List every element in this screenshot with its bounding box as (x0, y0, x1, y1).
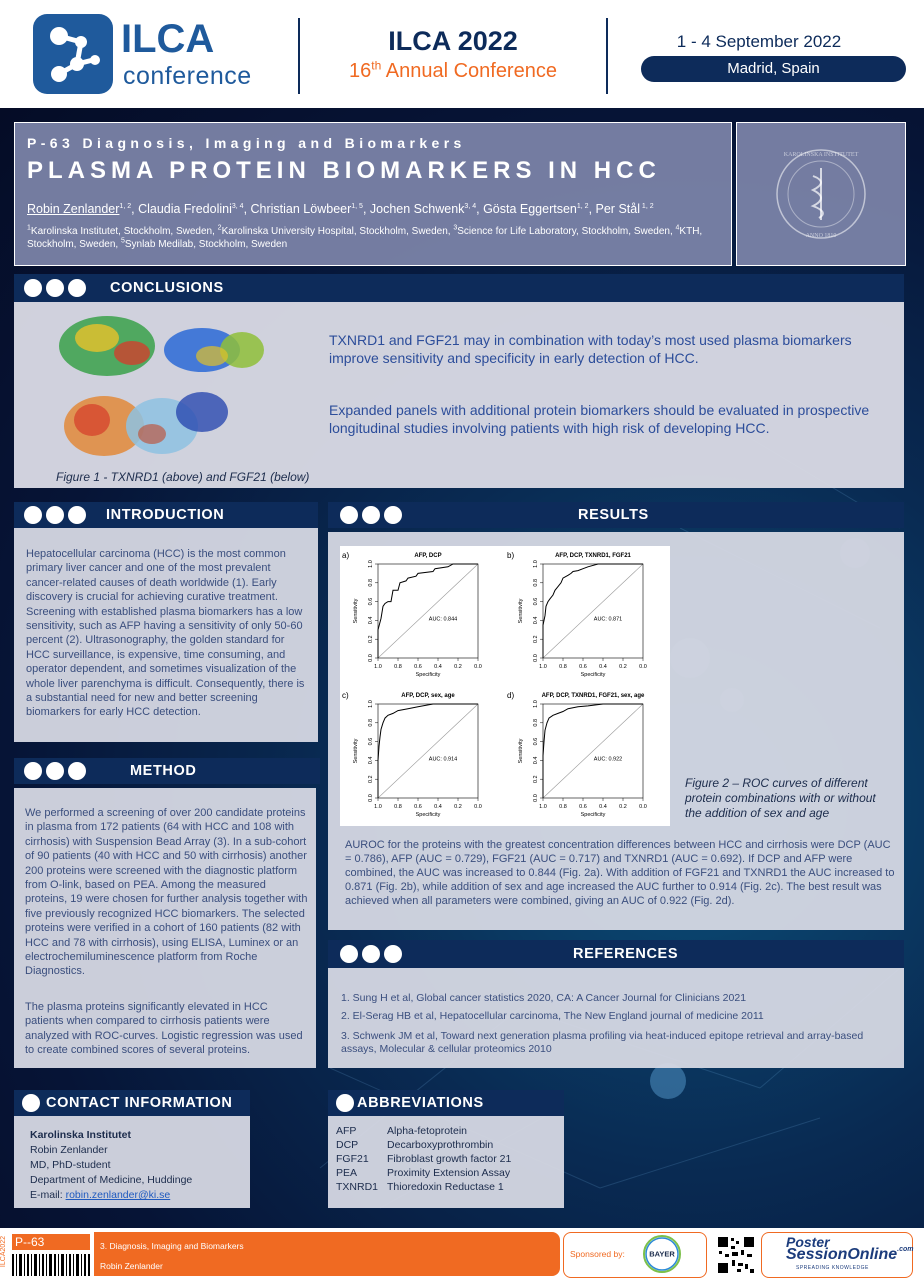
figure2-caption: Figure 2 – ROC curves of different protein combinations with or without the addition of sex and age (685, 776, 876, 820)
pso-line2: SessionOnline$^{.com}$ (786, 1246, 914, 1263)
abbreviation-row: DCP Decarboxyprothrombin (336, 1138, 494, 1151)
roc-y-tick-label: 1.0 (533, 560, 539, 568)
ilca-logo-mark (33, 14, 113, 94)
roc-diagonal (378, 564, 478, 658)
conclusions-heading: CONCLUSIONS (110, 280, 224, 296)
roc-x-tick-label: 1.0 (374, 664, 382, 670)
roc-x-tick-label: 0.2 (619, 664, 627, 670)
contact-panel (14, 1116, 250, 1208)
roc-x-tick-label: 1.0 (539, 664, 547, 670)
contact-header (14, 1090, 250, 1116)
contact-email-row: E-mail: robin.zenlander@ki.se (30, 1189, 171, 1201)
roc-x-tick-label: 0.0 (474, 804, 482, 810)
footer-author: Robin Zenlander (100, 1261, 163, 1271)
section-dots (340, 506, 402, 524)
footer-info-bar (94, 1232, 560, 1276)
conclusions-paragraph-1: TXNRD1 and FGF21 may in combination with today’s most used plasma biomarkers improve sensitivity and specificity in early detection of HCC. (329, 332, 852, 366)
roc-x-tick-label: 0.4 (434, 664, 442, 670)
logo-subtitle: conference (123, 62, 252, 90)
seal-text-top: KAROLINSKA INSTITUTET (783, 152, 859, 158)
references-heading: REFERENCES (573, 946, 679, 962)
molecule-icon (33, 14, 113, 94)
roc-panel-label: d) (507, 691, 515, 700)
roc-y-tick-label: 0.0 (368, 794, 374, 802)
roc-y-tick-label: 0.0 (368, 654, 374, 662)
roc-chart-title: AFP, DCP, sex, age (401, 693, 455, 699)
pso-line1: Poster (786, 1234, 830, 1250)
roc-auc-label: AUC: 0.922 (593, 756, 623, 763)
roc-x-tick-label: 0.4 (434, 804, 442, 810)
roc-chart-title: AFP, DCP (414, 553, 442, 559)
roc-x-axis-label: Specificity (580, 672, 606, 678)
roc-diagonal (543, 564, 643, 658)
section-dots (24, 506, 86, 524)
roc-panel-label: a) (342, 551, 350, 560)
roc-y-tick-label: 0.4 (368, 616, 374, 625)
contact-email-link[interactable]: robin.zenlander@ki.se (65, 1189, 171, 1201)
roc-y-axis-label: Sensitivity (353, 598, 359, 624)
roc-x-tick-label: 0.0 (639, 664, 647, 670)
contact-department: Department of Medicine, Huddinge (30, 1174, 193, 1186)
contact-org: Karolinska Institutet (30, 1129, 131, 1141)
logo-il: IL (121, 17, 157, 61)
roc-x-tick-label: 0.2 (454, 804, 462, 810)
roc-x-tick-label: 0.0 (639, 804, 647, 810)
roc-x-tick-label: 0.6 (579, 804, 587, 810)
roc-y-tick-label: 0.2 (533, 635, 539, 644)
figure1-caption: Figure 1 - TXNRD1 (above) and FGF21 (below) (56, 470, 310, 484)
footer-side-label: ILCA2022 (0, 1235, 8, 1268)
roc-y-axis-label: Sensitivity (518, 738, 524, 764)
roc-y-tick-label: 0.8 (368, 578, 374, 587)
roc-panel-label: c) (342, 691, 349, 700)
roc-x-tick-label: 0.8 (559, 804, 567, 810)
results-panel (328, 532, 904, 930)
roc-x-axis-label: Specificity (415, 812, 441, 818)
method-heading: METHOD (130, 763, 197, 779)
pso-tagline: SPREADING KNOWLEDGE (796, 1265, 869, 1271)
abbreviations-heading: ABBREVIATIONS (357, 1095, 484, 1111)
conference-dates: 1 - 4 September 2022 (676, 32, 842, 51)
section-dots (24, 279, 86, 297)
abbreviations-table (336, 1124, 512, 1194)
roc-x-tick-label: 0.4 (599, 664, 607, 670)
roc-x-tick-label: 0.0 (474, 664, 482, 670)
contact-role: MD, PhD-student (30, 1159, 111, 1171)
references-panel (328, 968, 904, 1068)
section-dots (22, 1094, 40, 1112)
qr-code-icon[interactable] (717, 1236, 755, 1274)
roc-panel-label: b) (507, 551, 515, 560)
roc-x-tick-label: 0.8 (559, 664, 567, 670)
roc-y-axis-label: Sensitivity (353, 738, 359, 764)
abbreviations-header (328, 1090, 564, 1116)
roc-auc-label: AUC: 0.914 (428, 756, 458, 763)
introduction-header (14, 502, 318, 528)
roc-y-tick-label: 0.2 (533, 775, 539, 784)
roc-y-tick-label: 1.0 (368, 700, 374, 708)
introduction-panel (14, 528, 318, 742)
poster-id-badge (12, 1234, 90, 1250)
roc-curves-figure (340, 546, 670, 826)
roc-x-tick-label: 1.0 (539, 804, 547, 810)
author-main: Robin Zenlander (27, 202, 120, 216)
conclusions-panel (14, 302, 904, 488)
roc-y-tick-label: 0.6 (533, 597, 539, 606)
reference-item: 2. El-Serag HB et al, Hepatocellular carcinoma, The New England journal of medicine 2011 (341, 1010, 764, 1022)
roc-chart-title: AFP, DCP, TXNRD1, FGF21, sex, age (541, 693, 645, 699)
contact-name: Robin Zenlander (30, 1144, 108, 1156)
roc-diagonal (543, 704, 643, 798)
conference-title: ILCA 2022 (388, 26, 518, 56)
references-header (328, 940, 904, 968)
roc-x-tick-label: 0.4 (599, 804, 607, 810)
poster-id: P--63 (15, 1235, 45, 1249)
sponsor-box (563, 1232, 707, 1278)
roc-auc-label: AUC: 0.871 (593, 616, 623, 623)
roc-chart-title: AFP, DCP, TXNRD1, FGF21 (555, 553, 631, 559)
reference-item: 3. Schwenk JM et al, Toward next generation plasma profiling via heat-induced epitope retrieval and array-based assays, Molecular & cellular proteomics 2010 (341, 1030, 864, 1055)
bokeh-light (650, 1063, 686, 1099)
section-dots (336, 1094, 354, 1112)
title-panel (14, 122, 732, 266)
roc-y-tick-label: 0.4 (533, 756, 539, 765)
roc-x-tick-label: 0.8 (394, 804, 402, 810)
introduction-text: Hepatocellular carcinoma (HCC) is the most common primary liver cancer and one of the most prevalent cancer-related causes of death worldwide (1). Early discovery is crucial for achieving curative treatment. Screening with established plasma biomarkers has a low sensitivity, such as AFP having a sensitivity of only 50-60 percent (2). Ultrasonography, the golden standard for HCC surveillance, is expensive, time consuming, and operator dependent, and sometimes visualization of the whole liver parenchyma is difficult. Consequently, there is a substantial need for new and better screening biomarkers for early HCC detection. (26, 548, 305, 719)
roc-x-tick-label: 0.2 (619, 804, 627, 810)
bayer-text: BAYER (649, 1249, 675, 1259)
roc-y-tick-label: 0.2 (368, 635, 374, 644)
roc-x-tick-label: 0.8 (394, 664, 402, 670)
method-panel (14, 788, 316, 1068)
conclusions-paragraph-2: Expanded panels with additional protein biomarkers should be evaluated in prospective longitudinal studies involving patients with high risk of developing HCC. (329, 402, 870, 436)
results-header (328, 502, 904, 528)
introduction-heading: INTRODUCTION (106, 507, 225, 523)
roc-y-tick-label: 0.4 (368, 756, 374, 765)
roc-y-tick-label: 0.6 (368, 597, 374, 606)
roc-y-tick-label: 0.6 (533, 737, 539, 746)
reference-item: 1. Sung H et al, Global cancer statistics 2020, CA: A Cancer Journal for Clinicians 2021 (341, 992, 747, 1004)
poster-header (0, 0, 924, 108)
roc-y-tick-label: 0.6 (368, 737, 374, 746)
karolinska-seal-icon (771, 144, 871, 244)
abbreviation-row: AFP Alpha-fetoprotein (336, 1124, 467, 1137)
roc-x-axis-label: Specificity (415, 672, 441, 678)
conference-location: Madrid, Spain (641, 56, 906, 82)
roc-auc-label: AUC: 0.844 (428, 616, 458, 623)
roc-y-tick-label: 1.0 (533, 700, 539, 708)
roc-y-tick-label: 0.0 (533, 794, 539, 802)
roc-x-tick-label: 0.2 (454, 664, 462, 670)
abbreviation-row: PEA Proximity Extension Assay (336, 1166, 511, 1179)
poster-category: P-63 Diagnosis, Imaging and Biomarkers (27, 135, 466, 151)
poster-title: PLASMA PROTEIN BIOMARKERS IN HCC (27, 157, 661, 184)
roc-x-axis-label: Specificity (580, 812, 606, 818)
roc-y-tick-label: 0.8 (533, 578, 539, 587)
roc-y-tick-label: 0.2 (368, 775, 374, 784)
poster-footer (0, 1228, 924, 1280)
header-divider-right (606, 18, 608, 94)
logo-ca: CA (156, 17, 215, 61)
barcode-icon (12, 1254, 90, 1276)
abbreviation-row: TXNRD1 Thioredoxin Reductase 1 (336, 1180, 504, 1193)
protein-structure-image (52, 308, 270, 460)
roc-y-tick-label: 1.0 (368, 560, 374, 568)
method-paragraph-1: We performed a screening of over 200 candidate proteins in plasma from 172 patients (64 with HCC and 108 with cirrhosis) with Suspension Bead Array (3). In a sub-cohort of 90 patients (40 with HCC and 50 with cirrhosis) another 200 proteins were screened with the diagnostic platform from O-link, based on PEA. Among the measured proteins, 19 were chosen for further analysis together with five previously recognized HCC biomarkers. The selected proteins were verified in a cohort of 160 patients (82 with HCC and 78 with cirrhosis), using ELISA, Luminex or an electrochemiluminescence platform from Roche Diagnostics. (25, 807, 308, 978)
affiliations: $^1$Karolinska Institutet, Stockholm, Sweden, $^2$Karolinska University Hospital, Stockholm, Sweden, $^3$Science for Life Laboratory, Stockholm, Sweden, $^4$KTH, Stockholm, Sweden, $^5$Synlab Medilab, Stockholm, Sweden (27, 224, 703, 250)
conclusions-header (14, 274, 904, 302)
bayer-logo-icon (642, 1234, 682, 1274)
section-dots (340, 945, 402, 963)
method-header (14, 758, 320, 784)
roc-x-tick-label: 0.6 (414, 664, 422, 670)
abbreviations-panel (328, 1116, 564, 1208)
results-text: AUROC for the proteins with the greatest concentration differences between HCC and cirrhosis were DCP (AUC = 0.786), AFP (AUC = 0.729), FGF21 (AUC = 0.717) and TXNRD1 (AUC = 0.692). If DCP and AFP were combined, the AUC was increased to 0.844 (Fig. 2a). With addition of FGF21 and TXNRD1 the AUC increased to 0.871 (Fig. 2b), while addition of sex and age increased the AUC further to 0.914 (Fig. 2c). The best result was achieved when all parameters were combined, giving an AUC of 0.922 (Fig. 2d). (345, 839, 895, 907)
contact-heading: CONTACT INFORMATION (46, 1095, 233, 1111)
roc-y-tick-label: 0.8 (368, 718, 374, 727)
results-heading: RESULTS (578, 507, 649, 523)
postersessiononline-logo[interactable] (761, 1232, 913, 1278)
abbreviation-row: FGF21 Fibroblast growth factor 21 (336, 1152, 512, 1165)
roc-x-tick-label: 0.6 (414, 804, 422, 810)
roc-y-tick-label: 0.0 (533, 654, 539, 662)
roc-y-tick-label: 0.4 (533, 616, 539, 625)
section-dots (24, 762, 86, 780)
method-paragraph-2: The plasma proteins significantly elevated in HCC patients when compared to cirrhosis patients were analyzed with ROC-curves. Logistic regression was used to create combined scores of several proteins. (25, 1001, 303, 1057)
seal-text-bottom: ANNO 1810 (805, 233, 837, 239)
conference-subtitle: 16th Annual Conference (349, 58, 557, 82)
roc-x-tick-label: 0.6 (579, 664, 587, 670)
ilca-logo (33, 14, 253, 96)
roc-x-tick-label: 1.0 (374, 804, 382, 810)
footer-category: 3. Diagnosis, Imaging and Biomarkers (100, 1241, 244, 1251)
karolinska-seal-panel (736, 122, 906, 266)
roc-y-axis-label: Sensitivity (518, 598, 524, 624)
sponsored-by-label: Sponsored by: (570, 1249, 625, 1259)
roc-diagonal (378, 704, 478, 798)
roc-y-tick-label: 0.8 (533, 718, 539, 727)
author-list: Robin Zenlander$^{1, 2}$, Claudia Fredolini$^{3, 4}$, Christian Löwbeer$^{1, 5}$, Jochen Schwenk$^{3, 4}$, Gösta Eggertsen$^{1, 2}$, Per Stål $^{1, 2}$ (27, 202, 654, 216)
